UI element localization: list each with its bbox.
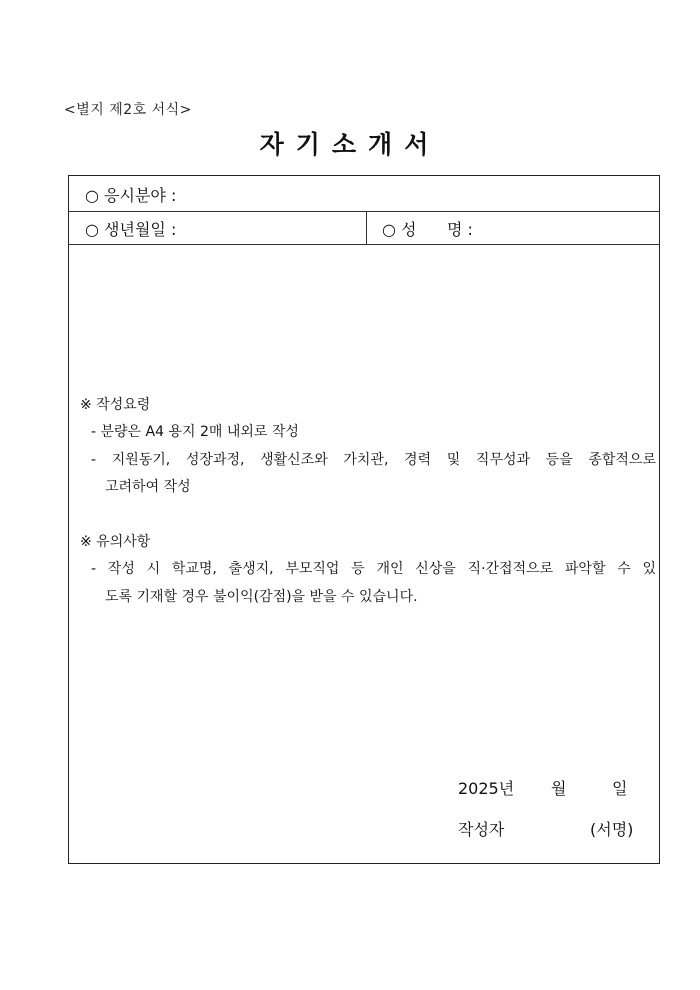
page-title: 자기소개서	[259, 130, 441, 159]
birth-date-label[interactable]: ○ 생년월일 :	[85, 220, 177, 239]
signature-label: (서명)	[590, 820, 634, 839]
guideline-item-continued: 고려하여 작성	[105, 479, 191, 495]
guideline-item: - 분량은 A4 용지 2매 내외로 작성	[91, 424, 299, 440]
date-month: 월	[551, 779, 567, 798]
note-item: - 작성 시 학교명, 출생지, 부모직업 등 개인 신상을 직·간접적으로 파악할 수 있	[91, 561, 656, 577]
guidelines-heading: ※ 작성요령	[80, 397, 151, 413]
column-divider	[366, 211, 367, 244]
personal-info-row	[69, 211, 659, 245]
name-label[interactable]: ○ 성 명 :	[382, 220, 473, 239]
application-field-row	[69, 176, 659, 212]
form-number-label: <별지 제2호 서식>	[64, 102, 192, 118]
form-table	[68, 175, 660, 864]
guideline-item: - 지원동기, 성장과정, 생활신조와 가치관, 경력 및 직무성과 등을 종합적으로	[91, 452, 656, 468]
date-year: 2025년	[458, 779, 515, 798]
application-field-label[interactable]: ○ 응시분야 :	[85, 186, 177, 205]
notes-heading: ※ 유의사항	[80, 534, 151, 550]
date-day: 일	[612, 779, 628, 798]
writer-label: 작성자	[458, 820, 505, 839]
note-item-continued: 도록 기재할 경우 불이익(감점)을 받을 수 있습니다.	[105, 589, 418, 605]
